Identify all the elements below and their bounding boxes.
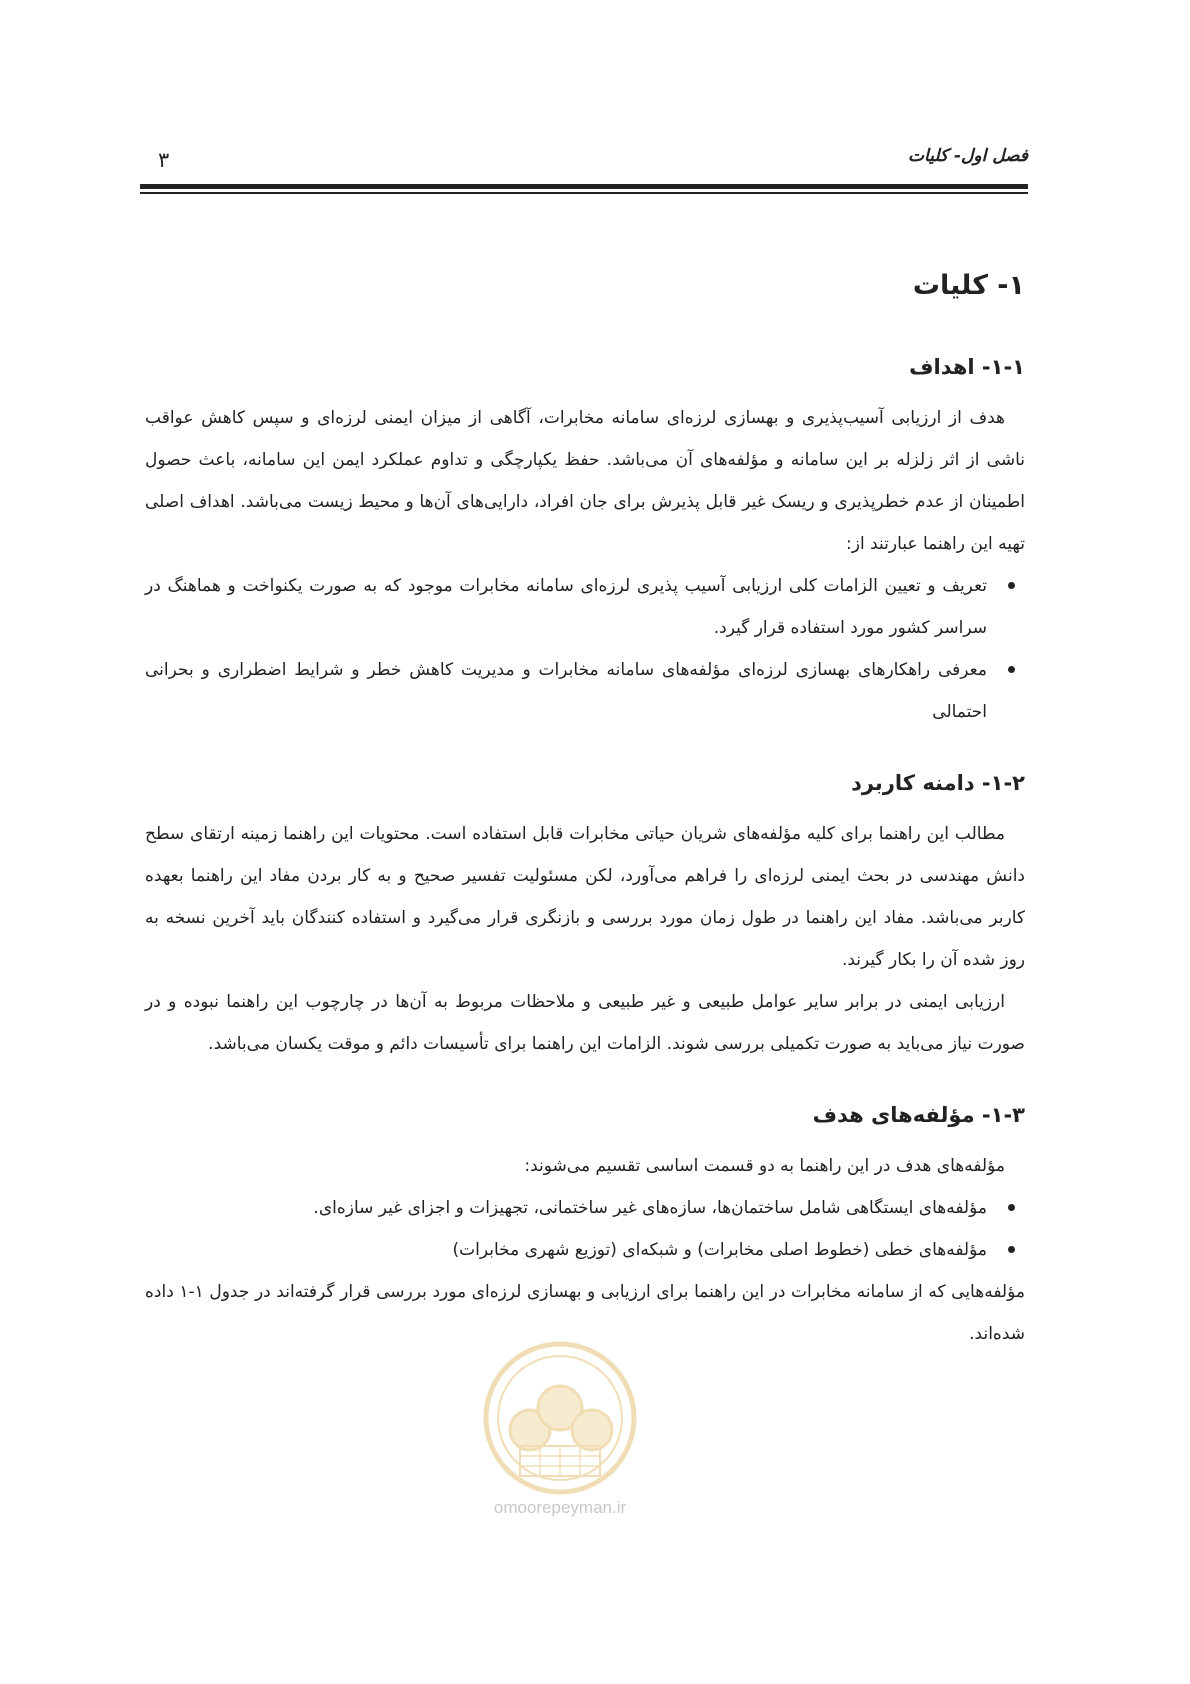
page-number: ۳ (158, 148, 170, 172)
scope-paragraph-1: مطالب این راهنما برای کلیه مؤلفه‌های شریان حیاتی مخابرات قابل استفاده است. محتویات این راهنما زمینه ارتقای سطح دانش مهندسی در بحث ایمنی لرزه‌ای را فراهم می‌آورد، لکن مسئولیت تفسیر صحیح و به کار بردن مفاد این راهنما بعهده کاربر می‌باشد. مفاد این راهنما در طول زمان مورد بررسی و بازنگری قرار می‌گیرد و استفاده کنندگان باید آخرین نسخه به روز شده آن را بکار گیرند. (145, 824, 1025, 970)
section-heading-goals: ۱-۱- اهداف (909, 355, 1025, 379)
bullet-icon (1008, 1204, 1015, 1211)
watermark-seal (480, 1338, 640, 1528)
scope-paragraph-2: ارزیابی ایمنی در برابر سایر عوامل طبیعی و غیر طبیعی و ملاحظات مربوط به آن‌ها در چارچوب این راهنما نبوده و در صورت نیاز می‌باید به صورت تکمیلی بررسی شوند. الزامات این راهنما برای تأسیسات دائم و موقت یکسان می‌باشد. (145, 992, 1025, 1054)
list-item: تعریف و تعیین الزامات کلی ارزیابی آسیب پذیری لرزه‌ای سامانه مخابرات موجود که به صورت یکنواخت و هماهنگ در سراسر کشور مورد استفاده قرار گیرد. (145, 565, 987, 649)
chapter-heading: ۱- کلیات (912, 270, 1025, 301)
header-rule-thin (140, 192, 1028, 194)
goals-bullet-list (145, 565, 1025, 733)
goals-paragraph: هدف از ارزیابی آسیب‌پذیری و بهسازی لرزه‌ای سامانه مخابرات، آگاهی از میزان ایمنی لرزه‌ای و سپس کاهش عواقب ناشی از اثر زلزله بر این سامانه و مؤلفه‌های آن می‌باشد. حفظ یکپارچگی و تداوم عملکرد ایمن این سامانه، باعث حصول اطمینان از عدم خطرپذیری و ریسک غیر قابل پذیرش برای جان افراد، دارایی‌های آن‌ها و محیط زیست می‌باشد. اهداف اصلی تهیه این راهنما عبارتند از: (145, 408, 1025, 554)
list-item: معرفی راهکارهای بهسازی لرزه‌ای مؤلفه‌های سامانه مخابرات و مدیریت کاهش خطر و شرایط اضطراری و بحرانی احتمالی (145, 649, 987, 733)
watermark-url: omoorepeyman.ir (493, 1498, 627, 1517)
seal-icon (480, 1338, 640, 1498)
header-rule-thick (140, 184, 1028, 189)
list-item: مؤلفه‌های خطی (خطوط اصلی مخابرات) و شبکه‌ای (توزیع شهری مخابرات) (145, 1229, 987, 1271)
page-content (145, 270, 1025, 1355)
target-components-bullet-list (145, 1187, 1025, 1271)
bullet-icon (1008, 1246, 1015, 1253)
section-heading-scope: ۱-۲- دامنه کاربرد (851, 771, 1025, 795)
section-heading-target-components: ۱-۳- مؤلفه‌های هدف (812, 1103, 1025, 1127)
target-components-closing: مؤلفه‌هایی که از سامانه مخابرات در این راهنما برای ارزیابی و بهسازی لرزه‌ای مورد بررسی قرار گرفته‌اند در جدول ۱-۱ داده شده‌اند. (145, 1282, 1025, 1344)
target-components-intro: مؤلفه‌های هدف در این راهنما به دو قسمت اساسی تقسیم می‌شوند: (524, 1156, 1005, 1176)
running-chapter-title: فصل اول- کلیات (908, 146, 1028, 166)
bullet-icon (1008, 666, 1015, 673)
bullet-icon (1008, 582, 1015, 589)
list-item: مؤلفه‌های ایستگاهی شامل ساختمان‌ها، سازه‌های غیر ساختمانی، تجهیزات و اجزای غیر سازه‌ای. (145, 1187, 987, 1229)
page-header (140, 142, 1028, 182)
